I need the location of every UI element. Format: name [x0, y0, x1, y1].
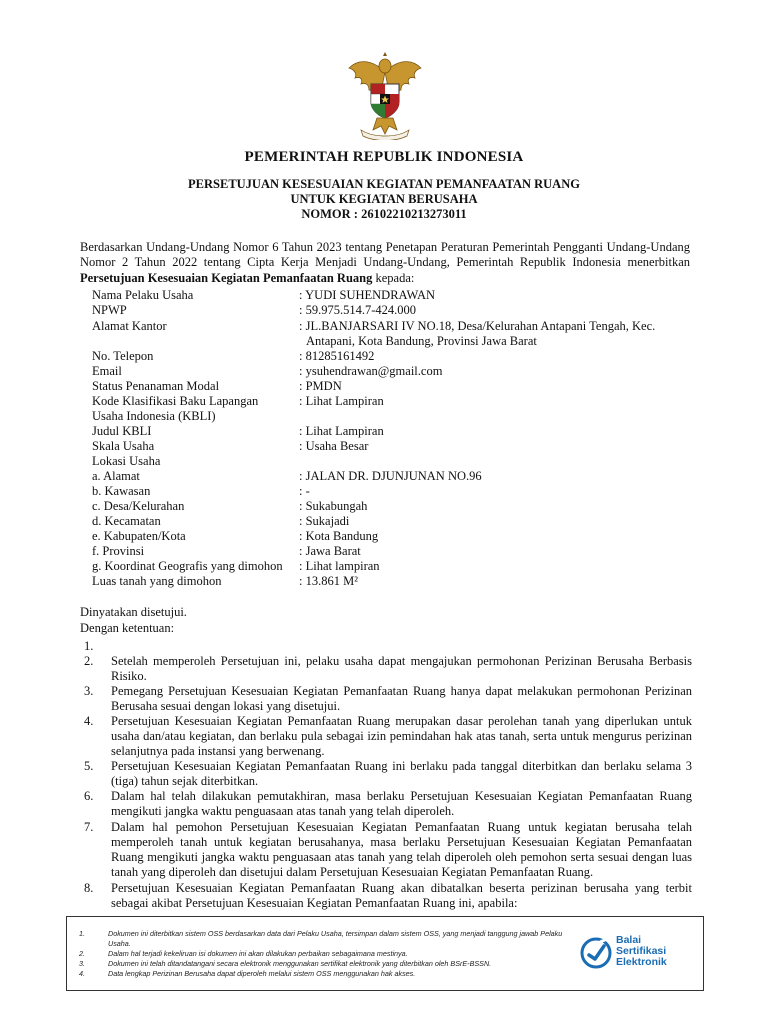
- footer-note-number: 3.: [79, 959, 85, 968]
- condition-text: Dalam hal pemohon Persetujuan Kesesuaian Kegiatan Pemanfaatan Ruang untuk kegiatan berusaha telah memperoleh tanah untuk kegiatan berusahanya, masa berlaku Persetujuan Kesesuaian Kegiatan Pemanfaatan Ruang mengikuti jangka waktu penguasaan atas tanah yang telah diperoleh oleh pemohon serta sesuai dengan luas tanah yang diperoleh dan disetujui dalam Persetujuan Kesesuaian Kegiatan Pemanfaatan Ruang.: [111, 820, 692, 879]
- field-value: : Lihat Lampiran: [299, 394, 384, 408]
- condition-text: Pemegang Persetujuan Kesesuaian Kegiatan Pemanfaatan Ruang hanya dapat melakukan permohonan Perizinan Berusaha sesuai dengan lokasi yang disetujui.: [111, 684, 692, 713]
- condition-text: Dalam hal telah dilakukan pemutakhiran, masa berlaku Persetujuan Kesesuaian Kegiatan Pemanfaatan Ruang mengikuti jangka waktu penguasaan atas tanah yang telah diperoleh.: [111, 789, 692, 818]
- footer-note-number: 1.: [79, 929, 85, 938]
- bsre-logo-text: [616, 935, 667, 968]
- footer-note-text: Dalam hal terjadi kekeliruan isi dokumen ini akan dilakukan perbaikan sebagaimana mestinya.: [108, 949, 408, 958]
- condition-number: 1.: [84, 639, 94, 653]
- field-value: : YUDI SUHENDRAWAN: [299, 288, 436, 302]
- footer-note-text: Dokumen ini telah ditandatangani secara elektronik menggunakan sertifikat elektronik yang diterbitkan oleh BSrE-BSSN.: [108, 959, 492, 968]
- condition-number: 3.: [84, 684, 94, 698]
- field-label: Skala Usaha: [92, 439, 155, 453]
- field-label: No. Telepon: [92, 349, 154, 363]
- footer-note-text: Dokumen ini diterbitkan sistem OSS berdasarkan data dari Pelaku Usaha, tersimpan dalam sistem OSS, yang menjadi tanggung jawab Pelaku Usaha.: [108, 929, 563, 948]
- field-label: Judul KBLI: [92, 424, 152, 438]
- footer-note-text: Data lengkap Perizinan Berusaha dapat diperoleh melalui sistem OSS menggunakan hak akses.: [108, 969, 416, 978]
- field-value: : 81285161492: [299, 349, 375, 363]
- field-value: : 59.975.514.7-424.000: [299, 303, 417, 317]
- field-label: a. Alamat: [92, 469, 140, 483]
- field-label: b. Kawasan: [92, 484, 151, 498]
- field-value: : Lihat lampiran: [299, 559, 380, 573]
- field-value: : PMDN: [299, 379, 342, 393]
- field-label: Alamat Kantor: [92, 319, 167, 333]
- field-label: Status Penanaman Modal: [92, 379, 220, 393]
- field-value: : Kota Bandung: [299, 529, 379, 543]
- field-label: [92, 394, 297, 424]
- field-value: [299, 319, 689, 349]
- document-number: NOMOR : 26102210213273011: [301, 207, 467, 221]
- intro-text-before: Berdasarkan Undang-Undang Nomor 6 Tahun 2023 tentang Penetapan Peraturan Pemerintah Pengganti Undang-Undang Nomor 2 Tahun 2022 tentang Cipta Kerja Menjadi Undang-Undang, Pemerintah Republik Indonesia menerbitkan: [80, 240, 690, 270]
- footer-note-number: 4.: [79, 969, 85, 978]
- field-label: f. Provinsi: [92, 544, 145, 558]
- field-label-line1: Kode Klasifikasi Baku Lapangan: [92, 394, 259, 408]
- intro-text-after: kepada:: [372, 270, 415, 285]
- field-value: : JALAN DR. DJUNJUNAN NO.96: [299, 469, 482, 483]
- document-title-line2: UNTUK KEGIATAN BERUSAHA: [290, 192, 478, 206]
- government-title: PEMERINTAH REPUBLIK INDONESIA: [244, 149, 524, 165]
- field-label: g. Koordinat Geografis yang dimohon: [92, 559, 283, 573]
- condition-number: 4.: [84, 714, 94, 728]
- footer-disclaimer-box: [66, 916, 704, 991]
- field-label: e. Kabupaten/Kota: [92, 529, 186, 543]
- field-label: c. Desa/Kelurahan: [92, 499, 185, 513]
- field-value: : ysuhendrawan@gmail.com: [299, 364, 443, 378]
- condition-number: 7.: [84, 820, 94, 834]
- condition-text: Persetujuan Kesesuaian Kegiatan Pemanfaatan Ruang akan dibatalkan beserta perizinan berusaha yang terbit sebagai akibat Persetujuan Kesesuaian Kegiatan Pemanfaatan Ruang ini, apabila:: [111, 881, 692, 910]
- intro-paragraph: [80, 240, 690, 286]
- condition-number: 2.: [84, 654, 94, 668]
- field-value: : Lihat Lampiran: [299, 424, 384, 438]
- garuda-emblem-icon: [347, 50, 423, 140]
- bsre-logo-icon: [580, 936, 612, 970]
- bsre-logo-line2: Sertifikasi: [616, 945, 667, 957]
- field-value: : -: [299, 484, 310, 498]
- field-label: Luas tanah yang dimohon: [92, 574, 222, 588]
- document-title-line1: PERSETUJUAN KESESUAIAN KEGIATAN PEMANFAATAN RUANG: [188, 177, 580, 191]
- field-value: : Jawa Barat: [299, 544, 361, 558]
- bsre-logo: [580, 934, 698, 976]
- condition-number: 8.: [84, 881, 94, 895]
- field-value: : Sukabungah: [299, 499, 368, 513]
- approval-statement: Dinyatakan disetujui.: [80, 605, 187, 619]
- field-value: : Sukajadi: [299, 514, 350, 528]
- condition-text: Persetujuan Kesesuaian Kegiatan Pemanfaatan Ruang ini berlaku pada tanggal diterbitkan dan berlaku selama 3 (tiga) tahun sejak diterbitkan.: [111, 759, 692, 788]
- field-label-line2: Usaha Indonesia (KBLI): [92, 409, 216, 423]
- conditions-heading: Dengan ketentuan:: [80, 621, 175, 635]
- field-value-line2: Antapani, Kota Bandung, Provinsi Jawa Barat: [306, 334, 537, 348]
- field-value-line1: : JL.BANJARSARI IV NO.18, Desa/Kelurahan Antapani Tengah, Kec.: [299, 319, 656, 333]
- field-label: NPWP: [92, 303, 127, 317]
- footer-note-number: 2.: [79, 949, 85, 958]
- condition-text: Setelah memperoleh Persetujuan ini, pelaku usaha dapat mengajukan permohonan Perizinan Berusaha Berbasis Risiko.: [111, 654, 692, 683]
- condition-text: Persetujuan Kesesuaian Kegiatan Pemanfaatan Ruang merupakan dasar perolehan tanah yang diperlukan untuk usaha dan/atau kegiatan, dan berlaku pula sebagai izin pemindahan hak atas tanah, serta untuk mengurus perizinan selanjutnya pada instansi yang berwenang.: [111, 714, 692, 758]
- condition-number: 6.: [84, 789, 94, 803]
- field-value: : Usaha Besar: [299, 439, 369, 453]
- field-label: Nama Pelaku Usaha: [92, 288, 194, 302]
- intro-text-bold: Persetujuan Kesesuaian Kegiatan Pemanfaatan Ruang: [80, 270, 373, 285]
- field-value: : 13.861 M²: [299, 574, 358, 588]
- field-label: Email: [92, 364, 122, 378]
- field-label: Lokasi Usaha: [92, 454, 161, 468]
- bsre-logo-line3: Elektronik: [616, 956, 667, 968]
- field-label: d. Kecamatan: [92, 514, 161, 528]
- condition-number: 5.: [84, 759, 94, 773]
- bsre-logo-line1: Balai: [616, 934, 642, 946]
